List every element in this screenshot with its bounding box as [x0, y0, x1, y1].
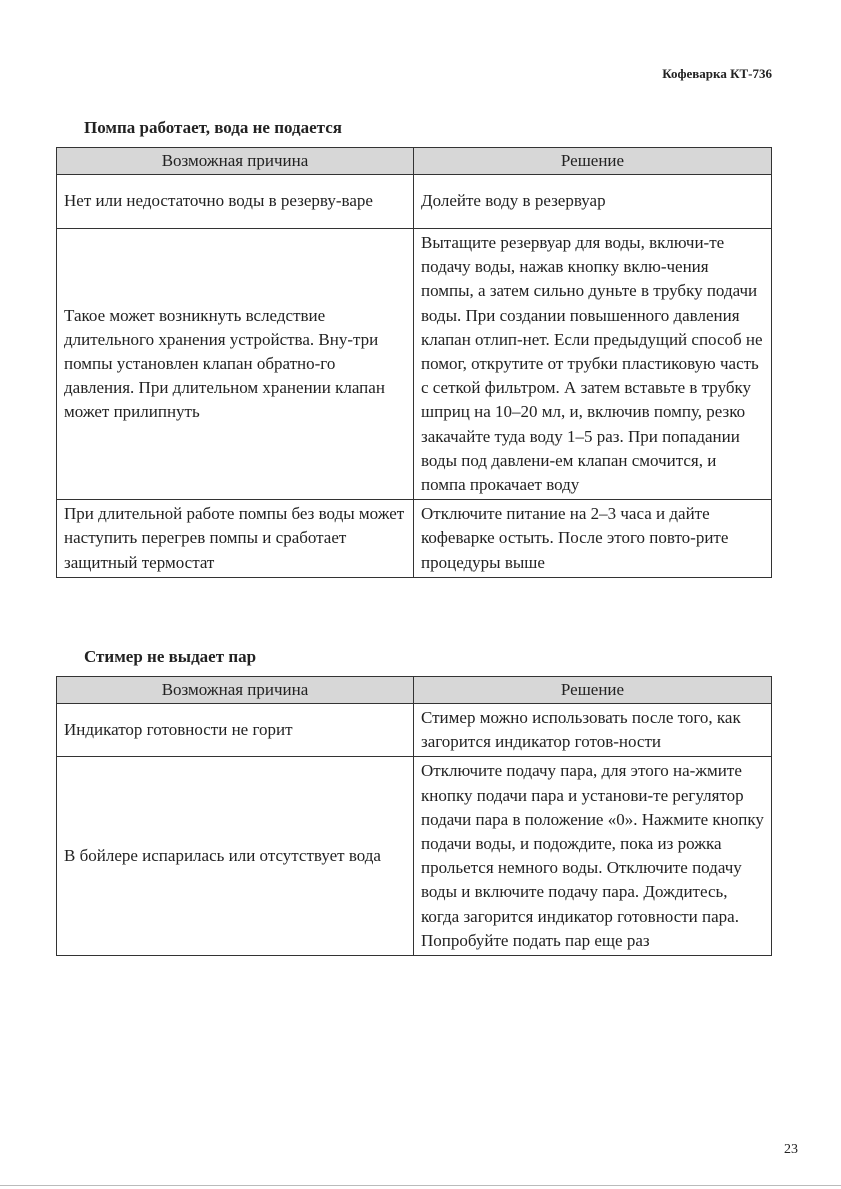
document-header: Кофеварка КТ-736 — [662, 66, 772, 81]
column-header-solution: Решение — [414, 148, 772, 175]
solution-cell: Отключите подачу пара, для этого на-жмите кнопку подачи пара и установи-те регулятор подачи пара в положение «0». Нажмите кнопку подачи воды, и подождите, пока из рожка прольется немного воды. Отключите подачу воды и включите подачу пара. Дождитесь, когда загорится индикатор готовности пара. Попробуйте подать пар еще раз — [414, 757, 772, 956]
table-row — [57, 757, 772, 956]
section-title-steamer: Стимер не выдает пар — [84, 647, 257, 666]
solution-cell: Отключите питание на 2–3 часа и дайте кофеварке остыть. После этого повто-рите процедуры выше — [414, 500, 772, 578]
page-bottom-divider — [0, 1185, 841, 1186]
troubleshooting-table-pump — [56, 147, 772, 578]
column-header-cause: Возможная причина — [57, 148, 414, 175]
cause-cell: В бойлере испарилась или отсутствует вода — [57, 757, 414, 956]
solution-cell: Вытащите резервуар для воды, включи-те подачу воды, нажав кнопку вклю-чения помпы, а затем сильно дуньте в трубку подачи воды. При создании повышенного давления клапан отлип-нет. Если предыдущий способ не помог, открутите от трубки пластиковую часть с сеткой фильтром. А затем вставьте в трубку шприц на 10–20 мл, и, включив помпу, резко закачайте туда воду 1–5 раз. При попадании воды под давлени-ем клапан смочится, и помпа прокачает воду — [414, 229, 772, 500]
cause-cell: Нет или недостаточно воды в резерву-варе — [57, 175, 414, 229]
cause-cell: При длительной работе помпы без воды может наступить перегрев помпы и сработает защитный термостат — [57, 500, 414, 578]
solution-cell: Долейте воду в резервуар — [414, 175, 772, 229]
section-title-pump: Помпа работает, вода не подается — [84, 118, 342, 137]
table-header-row — [57, 148, 772, 175]
table-row — [57, 500, 772, 578]
cause-cell: Такое может возникнуть вследствие длительного хранения устройства. Вну-три помпы установлен клапан обратно-го давления. При длительном хранении клапан может прилипнуть — [57, 229, 414, 500]
table-row — [57, 704, 772, 757]
troubleshooting-table-steamer — [56, 676, 772, 956]
cause-cell: Индикатор готовности не горит — [57, 704, 414, 757]
table-row — [57, 229, 772, 500]
solution-cell: Стимер можно использовать после того, как загорится индикатор готов-ности — [414, 704, 772, 757]
column-header-cause: Возможная причина — [57, 677, 414, 704]
page-number: 23 — [784, 1142, 798, 1157]
table-header-row — [57, 677, 772, 704]
table-row — [57, 175, 772, 229]
column-header-solution: Решение — [414, 677, 772, 704]
